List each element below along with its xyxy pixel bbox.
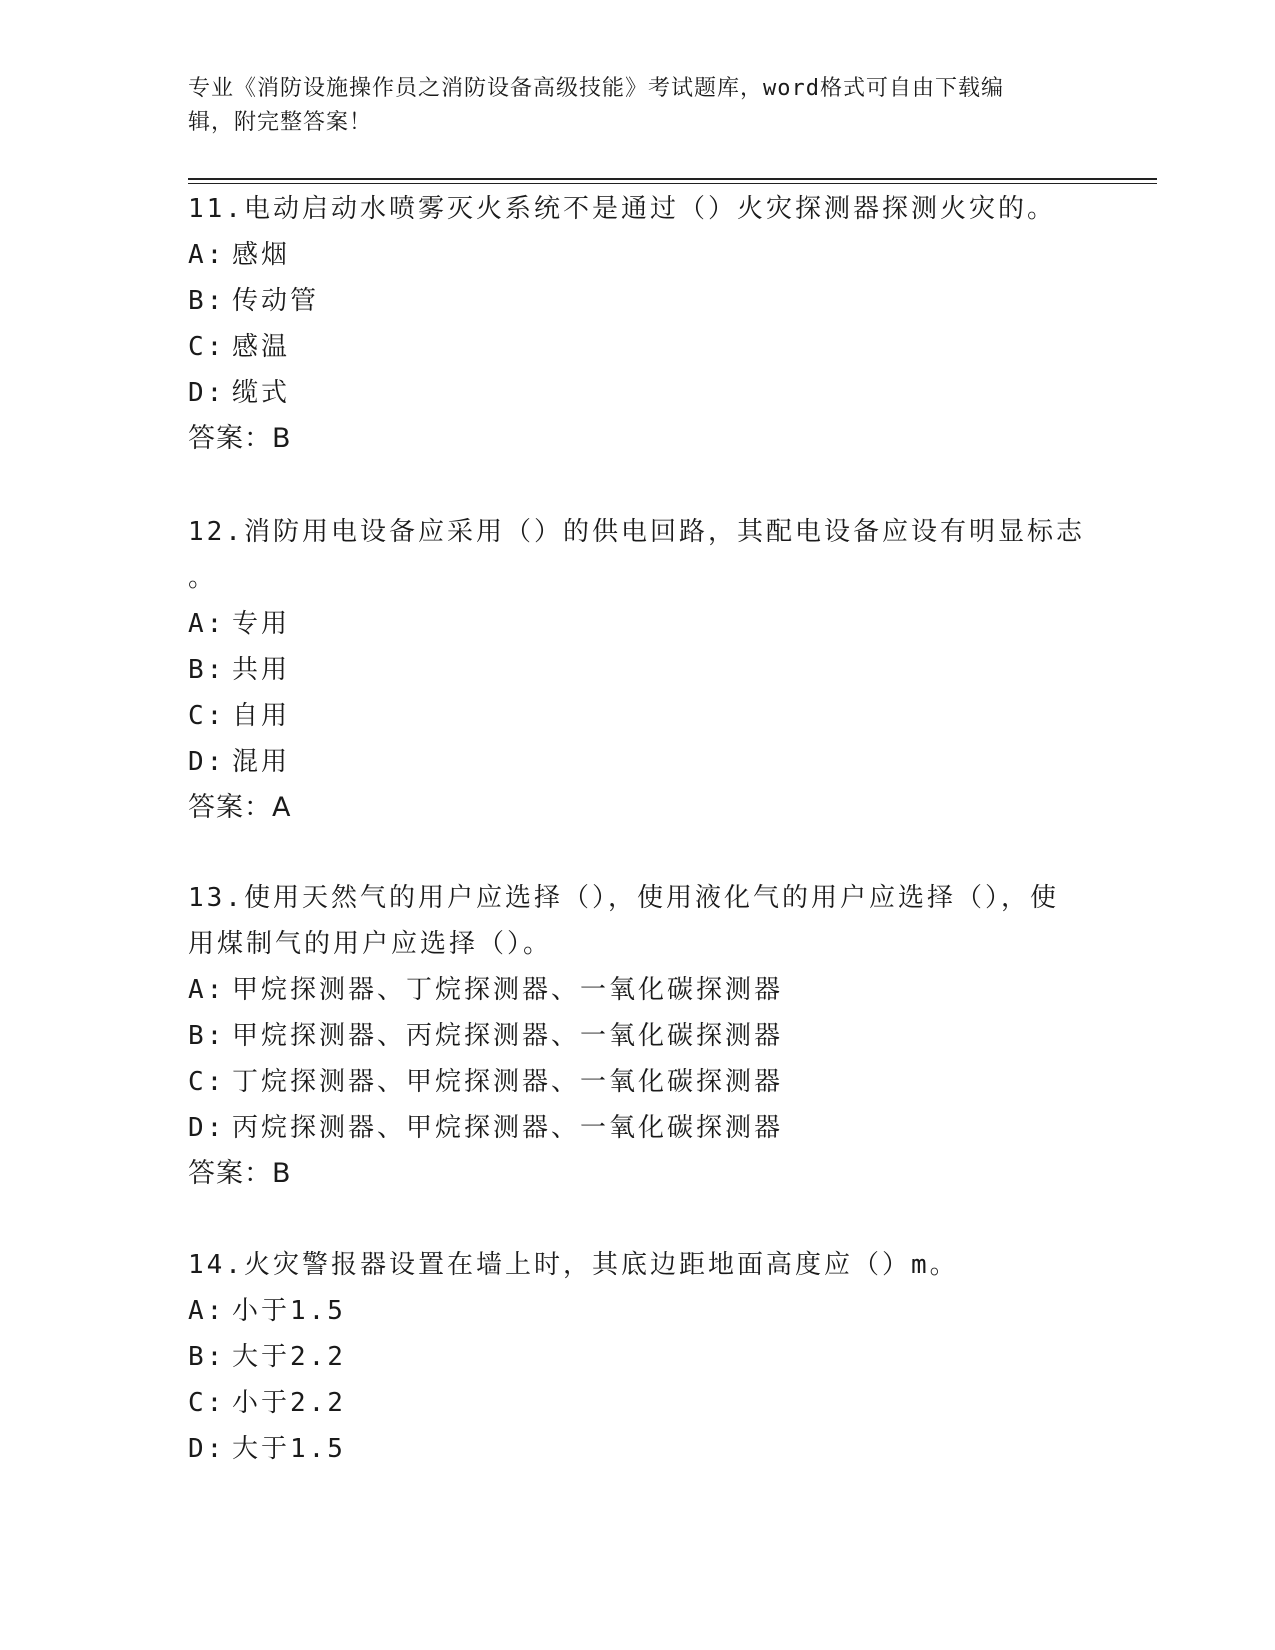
option-text: 大于2.2 bbox=[232, 1342, 346, 1372]
option-text: 感温 bbox=[232, 332, 291, 362]
question-stem: 13.使用天然气的用户应选择（），使用液化气的用户应选择（），使 bbox=[188, 883, 1059, 913]
option-label: D: bbox=[188, 1113, 226, 1143]
option-text: 混用 bbox=[232, 747, 291, 777]
option-text: 小于1.5 bbox=[232, 1296, 346, 1326]
option-text: 感烟 bbox=[232, 240, 291, 270]
answer-line: 答案：A bbox=[188, 792, 292, 823]
answer-line: 答案：B bbox=[188, 423, 292, 454]
option-label: C: bbox=[188, 332, 226, 362]
option-text: 丙烷探测器、甲烷探测器、一氧化碳探测器 bbox=[232, 1113, 784, 1143]
question-11 bbox=[188, 186, 1088, 462]
option-text: 共用 bbox=[232, 655, 291, 685]
question-stem: 11.电动启动水喷雾灭火系统不是通过（）火灾探测器探测火灾的。 bbox=[188, 194, 1056, 224]
option-d bbox=[188, 1426, 1088, 1472]
document-header bbox=[188, 72, 1088, 140]
option-b bbox=[188, 278, 1088, 324]
option-label: D: bbox=[188, 747, 226, 777]
option-a bbox=[188, 967, 1088, 1013]
header-rule-thick bbox=[188, 178, 1157, 180]
option-c bbox=[188, 1380, 1088, 1426]
option-d bbox=[188, 1105, 1088, 1151]
question-13 bbox=[188, 875, 1088, 1197]
option-c bbox=[188, 693, 1088, 739]
question-stem: 14.火灾警报器设置在墙上时，其底边距地面高度应（）m。 bbox=[188, 1250, 959, 1280]
option-text: 甲烷探测器、丁烷探测器、一氧化碳探测器 bbox=[232, 975, 784, 1005]
option-text: 大于1.5 bbox=[232, 1434, 346, 1464]
option-label: C: bbox=[188, 1388, 226, 1418]
option-label: D: bbox=[188, 1434, 226, 1464]
header-rule-thin bbox=[188, 183, 1157, 184]
option-label: A: bbox=[188, 609, 226, 639]
header-line-2: 辑，附完整答案！ bbox=[188, 110, 373, 135]
option-text: 专用 bbox=[232, 609, 291, 639]
question-stem-continued: 用煤制气的用户应选择（）。 bbox=[188, 929, 553, 959]
option-a bbox=[188, 232, 1088, 278]
option-c bbox=[188, 324, 1088, 370]
option-label: A: bbox=[188, 240, 226, 270]
option-b bbox=[188, 647, 1088, 693]
option-a bbox=[188, 601, 1088, 647]
option-label: B: bbox=[188, 1021, 226, 1051]
option-a bbox=[188, 1288, 1088, 1334]
option-b bbox=[188, 1013, 1088, 1059]
option-text: 缆式 bbox=[232, 378, 291, 408]
answer-line: 答案：B bbox=[188, 1158, 292, 1189]
option-text: 自用 bbox=[232, 701, 291, 731]
option-text: 甲烷探测器、丙烷探测器、一氧化碳探测器 bbox=[232, 1021, 784, 1051]
question-stem: 12.消防用电设备应采用（）的供电回路，其配电设备应设有明显标志 bbox=[188, 517, 1085, 547]
option-label: B: bbox=[188, 655, 226, 685]
question-12 bbox=[188, 509, 1088, 831]
option-label: A: bbox=[188, 1296, 226, 1326]
option-label: D: bbox=[188, 378, 226, 408]
option-label: C: bbox=[188, 701, 226, 731]
option-text: 传动管 bbox=[232, 286, 320, 316]
option-text: 小于2.2 bbox=[232, 1388, 346, 1418]
option-d bbox=[188, 370, 1088, 416]
option-b bbox=[188, 1334, 1088, 1380]
question-stem-continued: 。 bbox=[188, 563, 218, 593]
option-label: C: bbox=[188, 1067, 226, 1097]
option-label: A: bbox=[188, 975, 226, 1005]
option-c bbox=[188, 1059, 1088, 1105]
option-label: B: bbox=[188, 286, 226, 316]
question-14 bbox=[188, 1242, 1088, 1472]
option-d bbox=[188, 739, 1088, 785]
header-line-1: 专业《消防设施操作员之消防设备高级技能》考试题库，word格式可自由下载编 bbox=[188, 76, 1004, 101]
option-label: B: bbox=[188, 1342, 226, 1372]
option-text: 丁烷探测器、甲烷探测器、一氧化碳探测器 bbox=[232, 1067, 784, 1097]
